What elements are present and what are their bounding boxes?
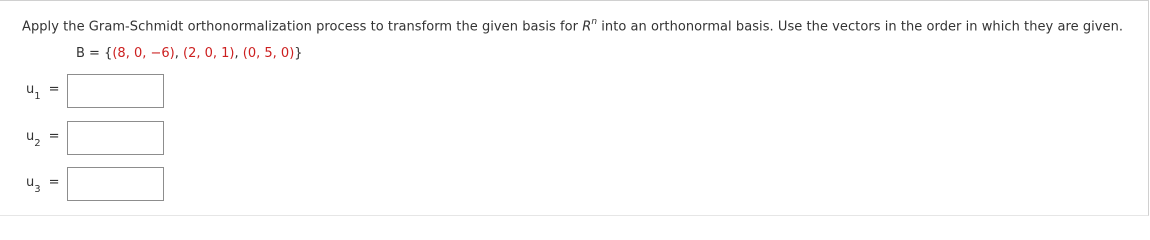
answer-label-u2	[26, 129, 66, 147]
vector-subscript: 1	[34, 90, 41, 102]
basis-separator: ,	[234, 46, 243, 61]
equals-sign: =	[48, 129, 60, 145]
basis-vector-1: (8, 0, −6)	[112, 46, 175, 61]
instruction-text-end: into an orthonormal basis. Use the vectors in the order in which they are given.	[597, 19, 1124, 35]
equals-sign: =	[48, 175, 60, 191]
answer-label-u1	[26, 82, 66, 100]
answer-input-u3[interactable]	[67, 167, 164, 201]
answer-row-u3	[26, 166, 164, 202]
answer-input-u1[interactable]	[67, 74, 164, 108]
equals-sign: =	[48, 82, 60, 98]
answer-row-u2	[26, 120, 164, 156]
vector-symbol: u	[26, 82, 35, 98]
vector-symbol: u	[26, 129, 35, 145]
r-exponent: n	[591, 17, 598, 27]
question-instruction	[22, 18, 1123, 34]
r-symbol: R	[582, 19, 592, 35]
basis-vector-3: (0, 5, 0)	[242, 46, 295, 61]
instruction-text-start: Apply the Gram-Schmidt orthonormalization process to transform the given basis for	[22, 19, 583, 35]
answer-row-u1	[26, 73, 164, 109]
vector-subscript: 3	[34, 183, 41, 195]
vector-subscript: 2	[34, 137, 41, 149]
basis-label: B = {	[76, 46, 113, 61]
basis-close: }	[294, 46, 303, 61]
basis-vector-2: (2, 0, 1)	[183, 46, 235, 61]
vector-symbol: u	[26, 175, 35, 191]
answer-label-u3	[26, 175, 66, 193]
answer-input-u2[interactable]	[67, 121, 164, 155]
basis-separator: ,	[174, 46, 184, 61]
basis-definition	[76, 46, 303, 61]
